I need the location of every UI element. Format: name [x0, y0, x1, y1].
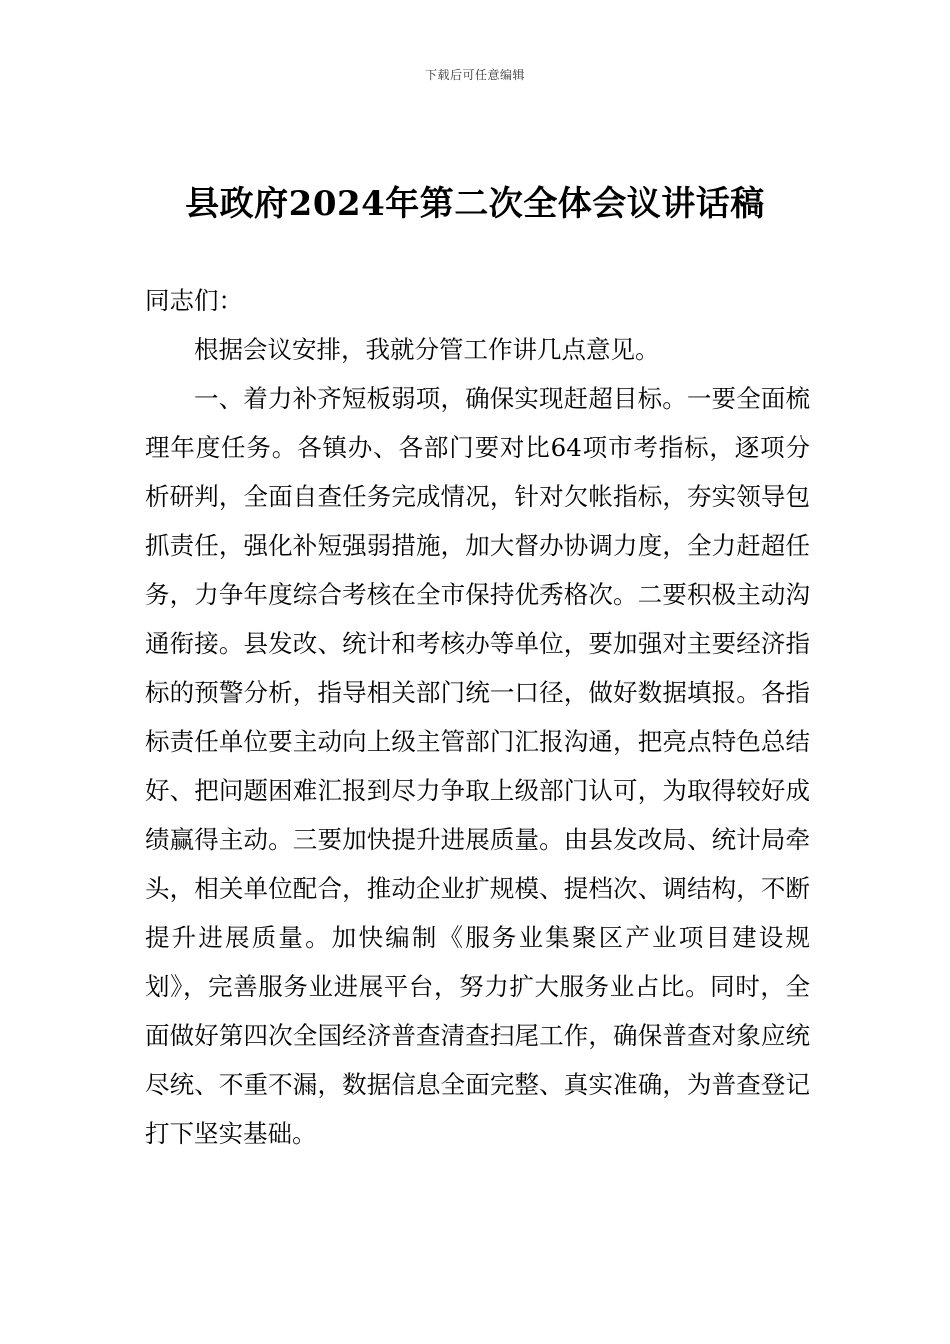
salutation: 同志们： — [145, 286, 243, 315]
paragraph-section-one: 一、着力补齐短板弱项，确保实现赶超目标。一要全面梳理年度任务。各镇办、各部门要对比64项市考指标，逐项分析研判，全面自查任务完成情况，针对欠帐指标，夯实领导包抓责任，强化补短强弱措施，加大督办协调力度，全力赶超任务，力争年度综合考核在全市保持优秀格次。二要积极主动沟通衔接。县发改、统计和考核办等单位，要加强对主要经济指标的预警分析，指导相关部门统一口径，做好数据填报。各指标责任单位要主动向上级主管部门汇报沟通，把亮点特色总结好、把问题困难汇报到尽力争取上级部门认可，为取得较好成绩赢得主动。三要加快提升进展质量。由县发改局、统计局牵头，相关单位配合，推动企业扩规模、提档次、调结构，不断提升进展质量。加快编制《服务业集聚区产业项目建设规划》，完善服务业进展平台，努力扩大服务业占比。同时，全面做好第四次全国经济普查清查扫尾工作，确保普查对象应统尽统、不重不漏，数据信息全面完整、真实准确，为普查登记打下坚实基础。 — [145, 384, 810, 1148]
header-note: 下载后可任意编辑 — [424, 68, 525, 82]
document-title: 县政府2024年第二次全体会议讲话稿 — [185, 184, 765, 224]
document-body — [145, 276, 810, 1158]
paragraph-intro: 根据会议安排，我就分管工作讲几点意见。 — [194, 335, 660, 364]
